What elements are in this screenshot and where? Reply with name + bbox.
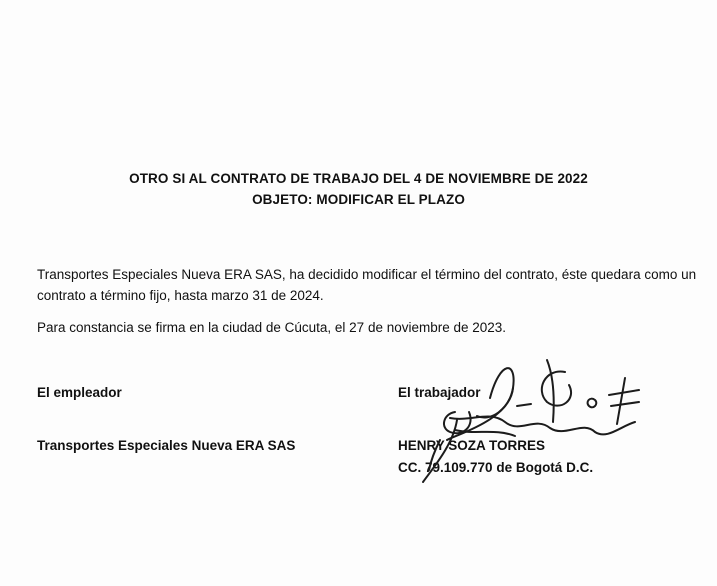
employer-role-label: El empleador	[37, 385, 122, 400]
worker-role-label: El trabajador	[398, 385, 481, 400]
document-subject: OBJETO: MODIFICAR EL PLAZO	[252, 192, 465, 207]
document-title: OTRO SI AL CONTRATO DE TRABAJO DEL 4 DE NOVIEMBRE DE 2022	[129, 171, 588, 186]
worker-name: HENRY SOZA TORRES	[398, 438, 546, 453]
body-paragraph-modification: Transportes Especiales Nueva ERA SAS, ha decidido modificar el término del contrato, éste quedara como un contrato a término fijo, hasta marzo 31 de 2024.	[37, 267, 697, 303]
body-paragraph-signing: Para constancia se firma en la ciudad de Cúcuta, el 27 de noviembre de 2023.	[37, 320, 507, 335]
worker-id-number: CC. 79.109.770 de Bogotá D.C.	[398, 460, 594, 475]
employer-name: Transportes Especiales Nueva ERA SAS	[37, 438, 296, 453]
handwritten-signature-icon	[395, 340, 655, 490]
